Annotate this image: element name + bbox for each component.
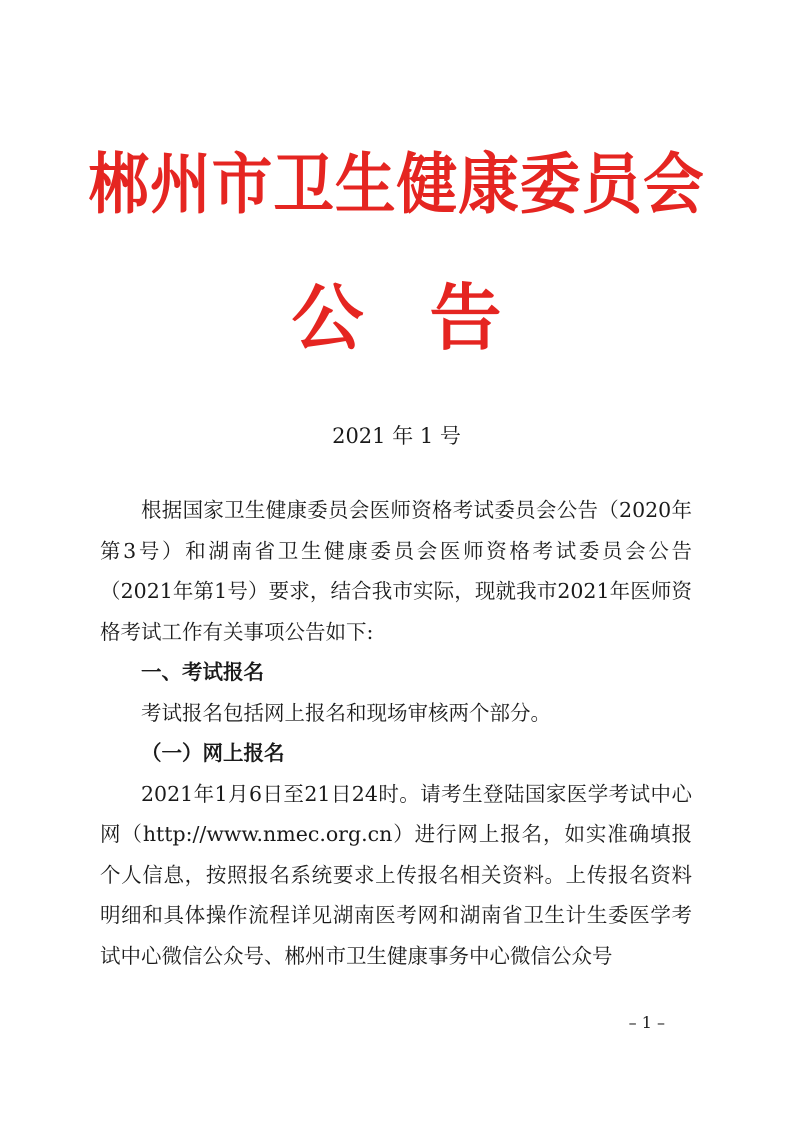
section-heading: 一、考试报名: [141, 660, 264, 684]
body-paragraph: 2021年1月6日至21日24时。请考生登陆国家医学考试中心网（http://www.nmec.org.cn）进行网上报名，如实准确填报个人信息，按照报名系统要求上传报名相关资料。上传报名资料明细和具体操作流程详见湖南医考网和湖南省卫生计生委医学考试中心微信公众号、郴州市卫生健康事务中心微信公众号: [100, 781, 692, 968]
subsection-heading: （一）网上报名: [141, 741, 285, 765]
document-type-title: [0, 278, 793, 358]
document-number: 2021 年 1 号: [332, 424, 461, 448]
body-paragraph: 根据国家卫生健康委员会医师资格考试委员会公告（2020年第3号）和湖南省卫生健康委员会医师资格考试委员会公告（2021年第1号）要求，结合我市实际，现就我市2021年医师资格考试工作有关事项公告如下:: [100, 498, 692, 644]
page-number: – 1 –: [628, 1013, 665, 1032]
document-type-char: 公: [291, 276, 364, 360]
document-body: [100, 490, 692, 976]
document-type-char: 告: [429, 276, 502, 360]
body-paragraph: 考试报名包括网上报名和现场审核两个部分。: [141, 700, 551, 725]
issuer-masthead: 郴州市卫生健康委员会: [88, 146, 705, 223]
